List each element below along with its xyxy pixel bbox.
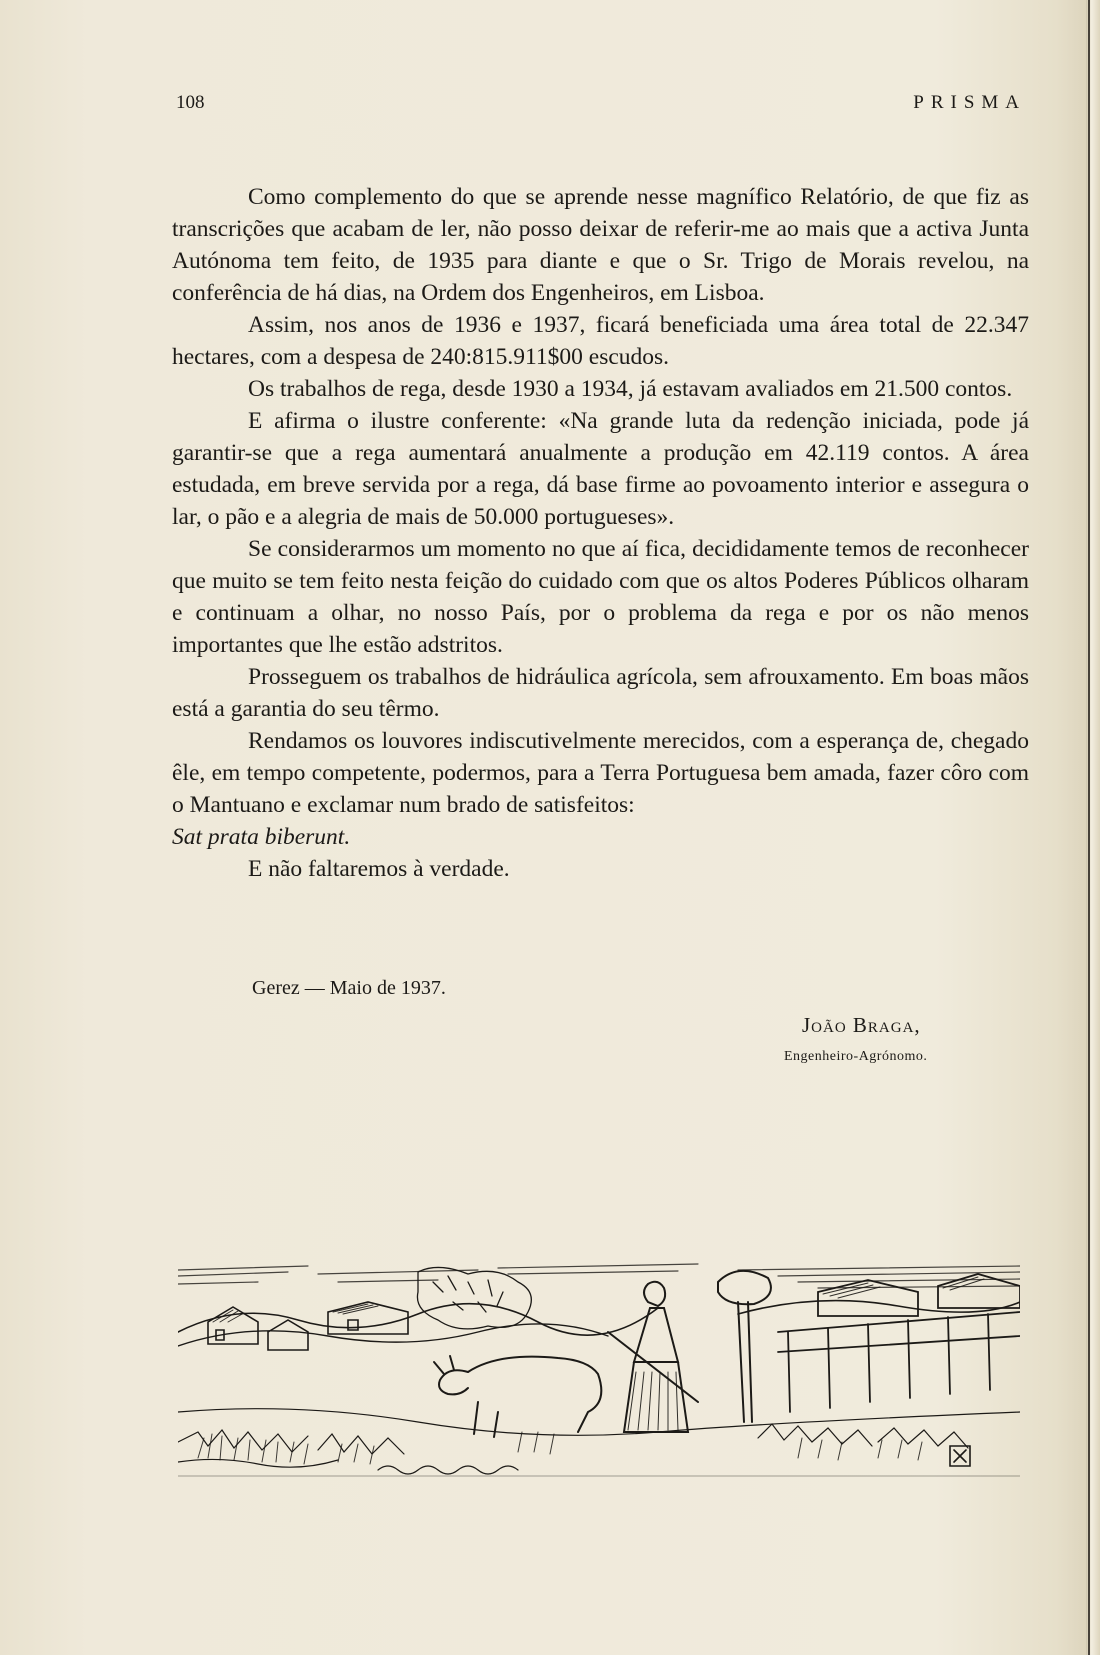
paragraph: Como complemento do que se aprende nesse magnífico Relatório, de que fiz as transcrições que acabam de ler, não posso deixar de referir-me ao mais que a activa Junta Autónoma tem feito, de 1935 para diante e que o Sr. Trigo de Morais revelou, na conferência de há dias, na Ordem dos Engenheiros, em Lisboa. <box>172 184 1029 306</box>
paragraph: Assim, nos anos de 1936 e 1937, ficará beneficiada uma área total de 22.347 hectares, com a despesa de 240:815.911$00 escudos. <box>172 312 1029 370</box>
dateline: Gerez — Maio de 1937. <box>252 977 446 999</box>
paragraph: Rendamos os louvores indiscutivelmente merecidos, com a esperança de, chegado êle, em tempo competente, podermos, para a Terra Portuguesa bem amada, fazer côro com o Mantuano e exclamar num brado de satisfeitos: <box>172 728 1029 818</box>
author-title: Engenheiro-Agrónomo. <box>784 1049 928 1064</box>
paragraph: Prosseguem os trabalhos de hidráulica agrícola, sem afrouxamento. Em boas mãos está a garantia do seu têrmo. <box>172 664 1029 722</box>
paragraph: E afirma o ilustre conferente: «Na grande luta da redenção iniciada, pode já garantir-se que a rega aumentará anualmente a produção em 42.119 contos. A área estudada, em breve servida por a rega, dá base firme ao povoamento interior e assegura o lar, o pão e a alegria de mais de 50.000 portugueses». <box>172 408 1029 530</box>
page-header <box>176 92 1026 122</box>
page-edge-line <box>1088 0 1090 1655</box>
rural-landscape-illustration <box>178 1262 1020 1482</box>
closing-sentence: E não faltaremos à verdade. <box>248 856 510 882</box>
paragraph: Os trabalhos de rega, desde 1930 a 1934, já estavam avaliados em 21.500 contos. <box>248 376 1013 402</box>
paragraph: Se considerarmos um momento no que aí fica, decididamente temos de reconhecer que muito se tem feito nesta feição do cuidado com que os altos Poderes Públicos olharam e continuam a olhar, no nosso País, por o problema da rega e por os não menos importantes que lhe estão adstritos. <box>172 536 1029 658</box>
article-body <box>172 181 1029 885</box>
author-signature: João Braga, <box>802 1013 921 1037</box>
running-head: PRISMA <box>913 92 1026 113</box>
woodcut-drawing <box>178 1262 1020 1482</box>
page-number: 108 <box>176 92 205 113</box>
latin-quote: Sat prata biberunt. <box>172 824 351 850</box>
